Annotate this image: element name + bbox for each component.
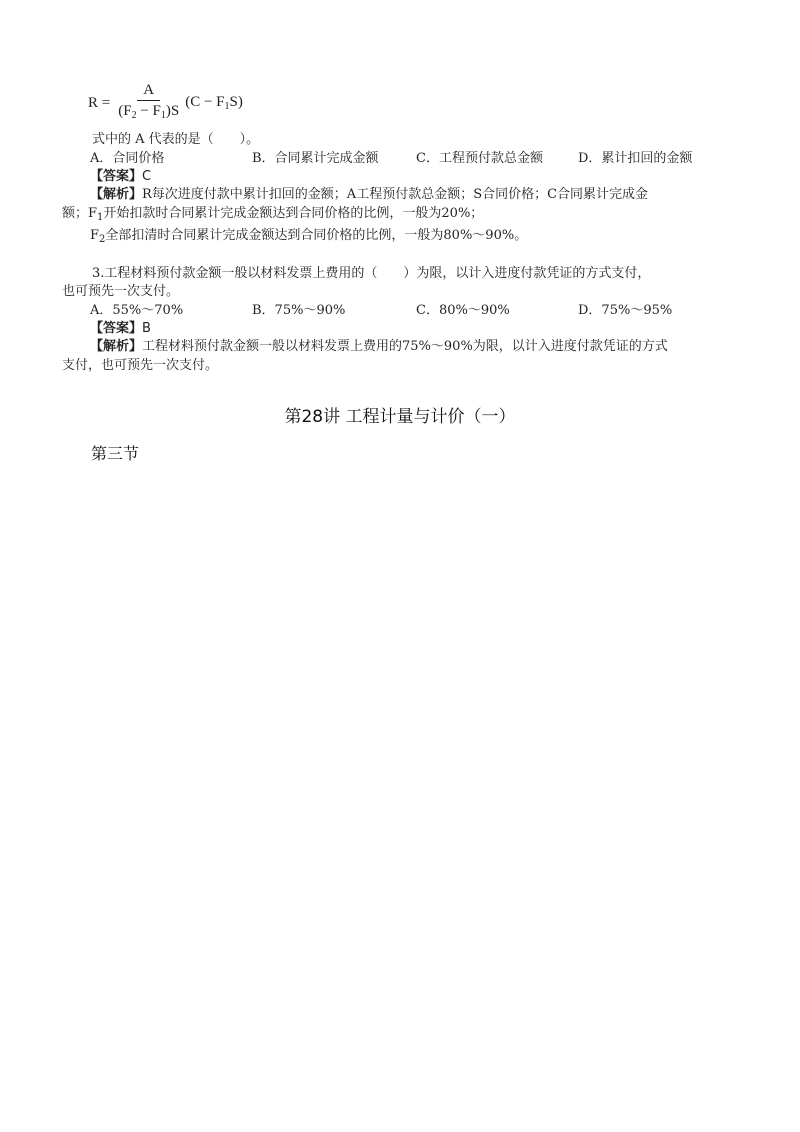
section-title: 第三节 bbox=[91, 444, 140, 463]
answer-tag: 【答案】 bbox=[90, 169, 143, 184]
q2-analysis-line-1: 【解析】R每次进度付款中累计扣回的金额；A工程预付款总金额；S合同价格；C合同累计完成金 bbox=[90, 187, 649, 202]
deduction-formula bbox=[88, 82, 243, 124]
q2-option-c: C．工程预付款总金额 bbox=[416, 151, 543, 166]
q2-option-d: D．累计扣回的金额 bbox=[578, 151, 693, 166]
formula-rhs: $(C - F_1S)$ bbox=[185, 94, 243, 112]
q3-option-d: D．75%～95% bbox=[578, 303, 673, 318]
q3-analysis-line-1: 【解析】工程材料预付款金额一般以材料发票上费用的75%～90%为限，以计入进度付款凭证的方式 bbox=[90, 339, 668, 354]
q2-option-b: B．合同累计完成金额 bbox=[252, 151, 379, 166]
answer-tag: 【答案】 bbox=[90, 321, 143, 336]
formula-lhs: R = bbox=[88, 94, 111, 111]
q3-analysis-line-2: 支付，也可预先一次支付。 bbox=[62, 358, 219, 373]
q2-analysis-line-2: 额；$F_1$开始扣款时合同累计完成金额达到合同价格的比例，一般为20%； bbox=[62, 206, 484, 223]
q3-option-b: B．75%～90% bbox=[252, 303, 346, 318]
q3-stem-line-1: 3.工程材料预付款金额一般以材料发票上费用的（ ）为限，以计入进度付款凭证的方式支付， bbox=[92, 266, 651, 281]
answer-value: B bbox=[142, 321, 151, 336]
q3-option-c: C．80%～90% bbox=[416, 303, 510, 318]
q3-answer bbox=[90, 320, 151, 337]
q2-analysis-line-3: $F_2$全部扣清时合同累计完成金额达到合同价格的比例，一般为80%～90%。 bbox=[90, 228, 528, 245]
q3-stem-line-2: 也可预先一次支付。 bbox=[62, 284, 180, 299]
analysis-tag: 【解析】 bbox=[90, 187, 143, 202]
answer-value: C bbox=[142, 169, 152, 184]
formula-denominator: $(F_2 - F_1)S$ bbox=[118, 103, 180, 121]
q3-option-a: A．55%～70% bbox=[90, 303, 184, 318]
q2-answer bbox=[90, 168, 151, 185]
formula-fraction bbox=[114, 82, 183, 124]
analysis-tag: 【解析】 bbox=[90, 339, 143, 354]
q2-option-a: A．合同价格 bbox=[90, 151, 165, 166]
q2-stem: 式中的 A 代表的是（ ）。 bbox=[92, 132, 260, 147]
formula-numerator: A bbox=[137, 82, 160, 101]
lecture-title: 第28讲 工程计量与计价（一） bbox=[284, 407, 516, 427]
